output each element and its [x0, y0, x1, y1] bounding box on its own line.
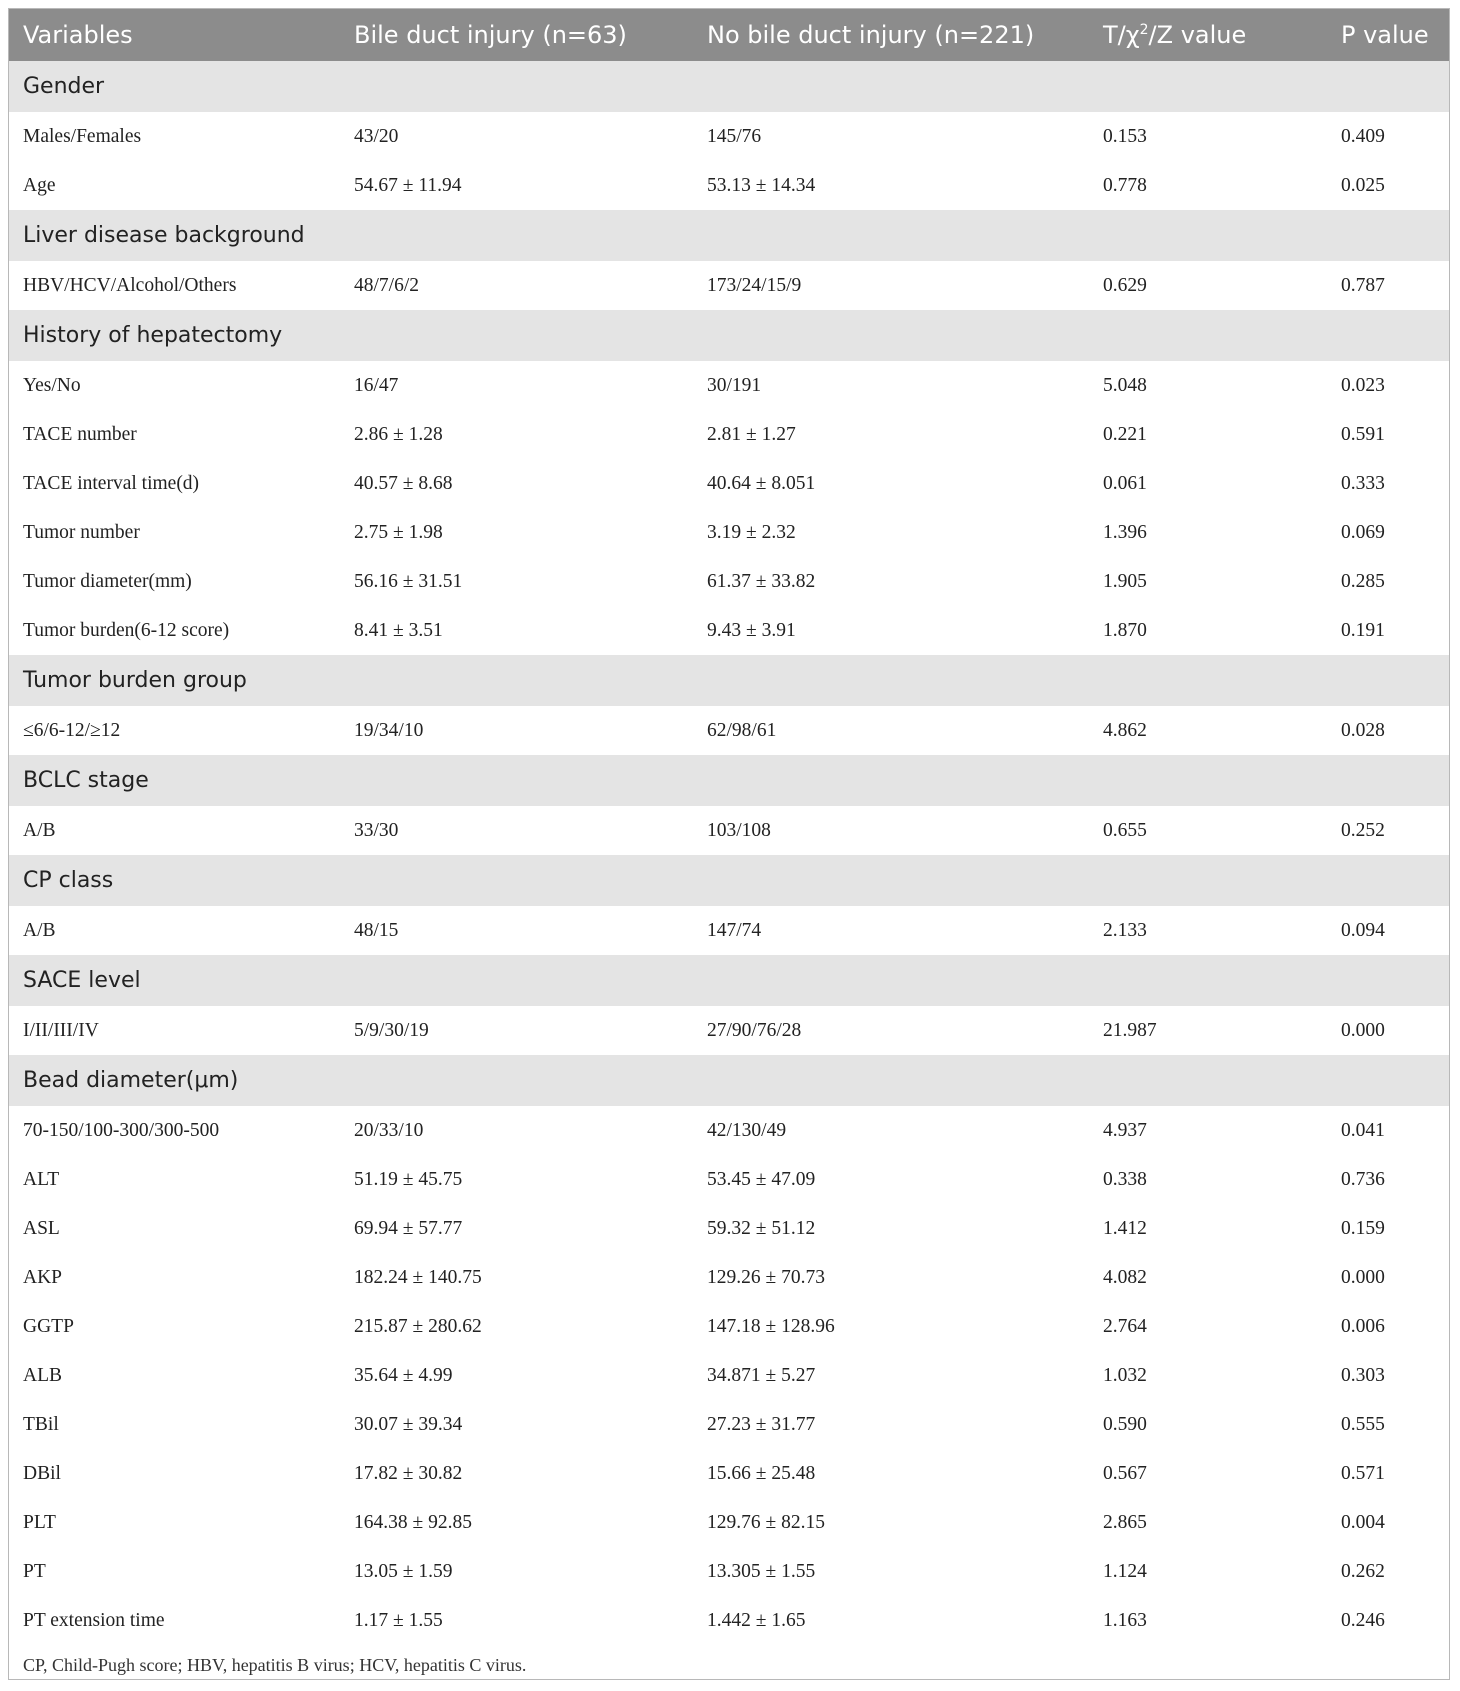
section-row	[9, 955, 1449, 1006]
header-variables: Variables	[23, 21, 133, 49]
cell-test-value: 1.905	[1103, 570, 1147, 592]
table-row	[9, 1106, 1449, 1155]
cell-variable: DBil	[23, 1462, 61, 1484]
cell-test-value: 21.987	[1103, 1019, 1157, 1041]
cell-variable: GGTP	[23, 1315, 74, 1337]
section-label: Liver disease background	[23, 223, 305, 248]
cell-variable: AKP	[23, 1266, 63, 1288]
table-row	[9, 1400, 1449, 1449]
section-label: Tumor burden group	[23, 668, 247, 693]
cell-bile-duct-injury: 40.57 ± 8.68	[354, 472, 453, 494]
table-row	[9, 1302, 1449, 1351]
section-row	[9, 855, 1449, 906]
cell-variable: ASL	[23, 1217, 60, 1239]
table-row	[9, 1155, 1449, 1204]
cell-p-value: 0.000	[1341, 1019, 1385, 1041]
cell-bile-duct-injury: 8.41 ± 3.51	[354, 619, 443, 641]
cell-bile-duct-injury: 13.05 ± 1.59	[354, 1560, 453, 1582]
section-label: Bead diameter(μm)	[23, 1068, 239, 1093]
cell-no-bile-duct-injury: 1.442 ± 1.65	[707, 1609, 806, 1631]
table-row	[9, 1253, 1449, 1302]
cell-variable: PT extension time	[23, 1609, 165, 1631]
cell-test-value: 1.032	[1103, 1364, 1147, 1386]
cell-test-value: 0.221	[1103, 423, 1147, 445]
cell-variable: TBil	[23, 1413, 59, 1435]
table-row	[9, 261, 1449, 310]
cell-test-value: 4.937	[1103, 1119, 1147, 1141]
cell-p-value: 0.285	[1341, 570, 1385, 592]
cell-test-value: 5.048	[1103, 374, 1147, 396]
cell-p-value: 0.159	[1341, 1217, 1385, 1239]
cell-variable: PT	[23, 1560, 46, 1582]
cell-no-bile-duct-injury: 53.45 ± 47.09	[707, 1168, 816, 1190]
section-label: History of hepatectomy	[23, 323, 283, 348]
cell-p-value: 0.004	[1341, 1511, 1385, 1533]
cell-bile-duct-injury: 69.94 ± 57.77	[354, 1217, 463, 1239]
cell-p-value: 0.333	[1341, 472, 1385, 494]
table-frame	[8, 8, 1450, 1680]
section-row	[9, 61, 1449, 112]
cell-no-bile-duct-injury: 40.64 ± 8.051	[707, 472, 816, 494]
table-row	[9, 1596, 1449, 1645]
cell-p-value: 0.409	[1341, 125, 1385, 147]
cell-bile-duct-injury: 51.19 ± 45.75	[354, 1168, 463, 1190]
cell-no-bile-duct-injury: 62/98/61	[707, 719, 777, 741]
cell-bile-duct-injury: 182.24 ± 140.75	[354, 1266, 482, 1288]
table-row	[9, 459, 1449, 508]
cell-no-bile-duct-injury: 173/24/15/9	[707, 274, 802, 296]
header-test-value-sup: 2	[1139, 22, 1149, 38]
cell-p-value: 0.000	[1341, 1266, 1385, 1288]
section-label: CP class	[23, 868, 114, 893]
cell-variable: I/II/III/IV	[23, 1019, 99, 1041]
cell-test-value: 4.082	[1103, 1266, 1147, 1288]
table-row	[9, 1006, 1449, 1055]
cell-no-bile-duct-injury: 145/76	[707, 125, 762, 147]
cell-variable: Age	[23, 174, 56, 196]
cell-no-bile-duct-injury: 103/108	[707, 819, 771, 841]
cell-no-bile-duct-injury: 15.66 ± 25.48	[707, 1462, 816, 1484]
cell-variable: ≤6/6-12/≥12	[23, 719, 121, 741]
cell-p-value: 0.262	[1341, 1560, 1385, 1582]
cell-test-value: 0.590	[1103, 1413, 1147, 1435]
cell-no-bile-duct-injury: 53.13 ± 14.34	[707, 174, 816, 196]
header-test-value-post: /Z value	[1148, 21, 1247, 49]
cell-p-value: 0.094	[1341, 919, 1385, 941]
cell-no-bile-duct-injury: 129.26 ± 70.73	[707, 1266, 825, 1288]
cell-bile-duct-injury: 16/47	[354, 374, 399, 396]
header-row	[9, 9, 1449, 61]
header-test-value	[1089, 9, 1327, 61]
cell-test-value: 0.655	[1103, 819, 1147, 841]
cell-no-bile-duct-injury: 27.23 ± 31.77	[707, 1413, 816, 1435]
cell-bile-duct-injury: 54.67 ± 11.94	[354, 174, 462, 196]
table-row	[9, 1351, 1449, 1400]
section-label: SACE level	[23, 968, 141, 993]
table-row	[9, 1498, 1449, 1547]
cell-p-value: 0.591	[1341, 423, 1385, 445]
cell-no-bile-duct-injury: 59.32 ± 51.12	[707, 1217, 816, 1239]
cell-test-value: 0.629	[1103, 274, 1147, 296]
table-row	[9, 410, 1449, 459]
cell-variable: Males/Females	[23, 125, 142, 147]
cell-no-bile-duct-injury: 27/90/76/28	[707, 1019, 802, 1041]
cell-no-bile-duct-injury: 147.18 ± 128.96	[707, 1315, 835, 1337]
cell-p-value: 0.023	[1341, 374, 1385, 396]
table-body	[9, 61, 1449, 1645]
header-bile-duct-injury: Bile duct injury (n=63)	[354, 21, 627, 49]
cell-test-value: 1.124	[1103, 1560, 1147, 1582]
cell-no-bile-duct-injury: 2.81 ± 1.27	[707, 423, 796, 445]
cell-p-value: 0.191	[1341, 619, 1385, 641]
cell-bile-duct-injury: 48/15	[354, 919, 399, 941]
cell-variable: A/B	[23, 819, 56, 841]
cell-bile-duct-injury: 56.16 ± 31.51	[354, 570, 463, 592]
cell-test-value: 0.567	[1103, 1462, 1147, 1484]
cell-p-value: 0.303	[1341, 1364, 1385, 1386]
cell-p-value: 0.028	[1341, 719, 1385, 741]
cell-variable: Tumor diameter(mm)	[23, 570, 192, 592]
cell-p-value: 0.555	[1341, 1413, 1385, 1435]
cell-p-value: 0.246	[1341, 1609, 1385, 1631]
table-row	[9, 361, 1449, 410]
cell-no-bile-duct-injury: 3.19 ± 2.32	[707, 521, 796, 543]
cell-no-bile-duct-injury: 30/191	[707, 374, 762, 396]
cell-test-value: 1.412	[1103, 1217, 1147, 1239]
cell-p-value: 0.571	[1341, 1462, 1385, 1484]
cell-variable: A/B	[23, 919, 56, 941]
cell-variable: PLT	[23, 1511, 56, 1533]
cell-no-bile-duct-injury: 42/130/49	[707, 1119, 787, 1141]
cell-bile-duct-injury: 1.17 ± 1.55	[354, 1609, 443, 1631]
cell-p-value: 0.006	[1341, 1315, 1385, 1337]
table-row	[9, 606, 1449, 655]
cell-bile-duct-injury: 164.38 ± 92.85	[354, 1511, 472, 1533]
cell-bile-duct-injury: 2.86 ± 1.28	[354, 423, 443, 445]
section-label: BCLC stage	[23, 768, 149, 793]
cell-bile-duct-injury: 19/34/10	[354, 719, 424, 741]
cell-no-bile-duct-injury: 147/74	[707, 919, 762, 941]
cell-test-value: 2.764	[1103, 1315, 1147, 1337]
cell-variable: TACE interval time(d)	[23, 472, 200, 494]
table-footnote: CP, Child-Pugh score; HBV, hepatitis B virus; HCV, hepatitis C virus.	[23, 1655, 527, 1675]
section-row	[9, 755, 1449, 806]
cell-test-value: 0.061	[1103, 472, 1147, 494]
cell-bile-duct-injury: 33/30	[354, 819, 399, 841]
table-row	[9, 161, 1449, 210]
cell-p-value: 0.787	[1341, 274, 1385, 296]
table-row	[9, 1547, 1449, 1596]
header-test-value-pre: T/χ	[1103, 21, 1140, 49]
cell-variable: TACE number	[23, 423, 137, 445]
table-row	[9, 1449, 1449, 1498]
cell-no-bile-duct-injury: 61.37 ± 33.82	[707, 570, 816, 592]
header-no-bile-duct-injury: No bile duct injury (n=221)	[707, 21, 1035, 49]
cell-test-value: 1.163	[1103, 1609, 1147, 1631]
cell-bile-duct-injury: 30.07 ± 39.34	[354, 1413, 463, 1435]
section-row	[9, 310, 1449, 361]
cell-p-value: 0.025	[1341, 174, 1385, 196]
table-row	[9, 112, 1449, 161]
cell-variable: ALT	[23, 1168, 60, 1190]
section-row	[9, 210, 1449, 261]
cell-test-value: 4.862	[1103, 719, 1147, 741]
cell-p-value: 0.736	[1341, 1168, 1385, 1190]
cell-variable: Tumor number	[23, 521, 140, 543]
table-row	[9, 706, 1449, 755]
cell-test-value: 0.338	[1103, 1168, 1147, 1190]
cell-bile-duct-injury: 20/33/10	[354, 1119, 424, 1141]
table-header	[9, 9, 1449, 61]
cell-test-value: 1.870	[1103, 619, 1147, 641]
cell-variable: 70-150/100-300/300-500	[23, 1119, 220, 1141]
header-p-value: P value	[1341, 21, 1429, 49]
cell-variable: Yes/No	[23, 374, 81, 396]
cell-bile-duct-injury: 43/20	[354, 125, 399, 147]
cell-variable: Tumor burden(6-12 score)	[23, 619, 230, 641]
table-row	[9, 1204, 1449, 1253]
cell-no-bile-duct-injury: 13.305 ± 1.55	[707, 1560, 816, 1582]
table-row	[9, 557, 1449, 606]
cell-p-value: 0.041	[1341, 1119, 1385, 1141]
cell-bile-duct-injury: 17.82 ± 30.82	[354, 1462, 463, 1484]
table-row	[9, 508, 1449, 557]
cell-test-value: 0.778	[1103, 174, 1147, 196]
cell-test-value: 0.153	[1103, 125, 1147, 147]
cell-no-bile-duct-injury: 129.76 ± 82.15	[707, 1511, 825, 1533]
cell-bile-duct-injury: 48/7/6/2	[354, 274, 420, 296]
table-row	[9, 806, 1449, 855]
cell-test-value: 1.396	[1103, 521, 1147, 543]
cell-test-value: 2.133	[1103, 919, 1147, 941]
cell-p-value: 0.252	[1341, 819, 1385, 841]
cell-bile-duct-injury: 2.75 ± 1.98	[354, 521, 443, 543]
cell-bile-duct-injury: 5/9/30/19	[354, 1019, 429, 1041]
section-label: Gender	[23, 74, 105, 99]
cell-no-bile-duct-injury: 9.43 ± 3.91	[707, 619, 796, 641]
section-row	[9, 655, 1449, 706]
cell-bile-duct-injury: 215.87 ± 280.62	[354, 1315, 482, 1337]
cell-variable: HBV/HCV/Alcohol/Others	[23, 274, 237, 296]
cell-bile-duct-injury: 35.64 ± 4.99	[354, 1364, 453, 1386]
cell-test-value: 2.865	[1103, 1511, 1147, 1533]
cell-no-bile-duct-injury: 34.871 ± 5.27	[707, 1364, 816, 1386]
cell-variable: ALB	[23, 1364, 62, 1386]
section-row	[9, 1055, 1449, 1106]
table-row	[9, 906, 1449, 955]
data-table	[9, 9, 1449, 1645]
cell-p-value: 0.069	[1341, 521, 1385, 543]
